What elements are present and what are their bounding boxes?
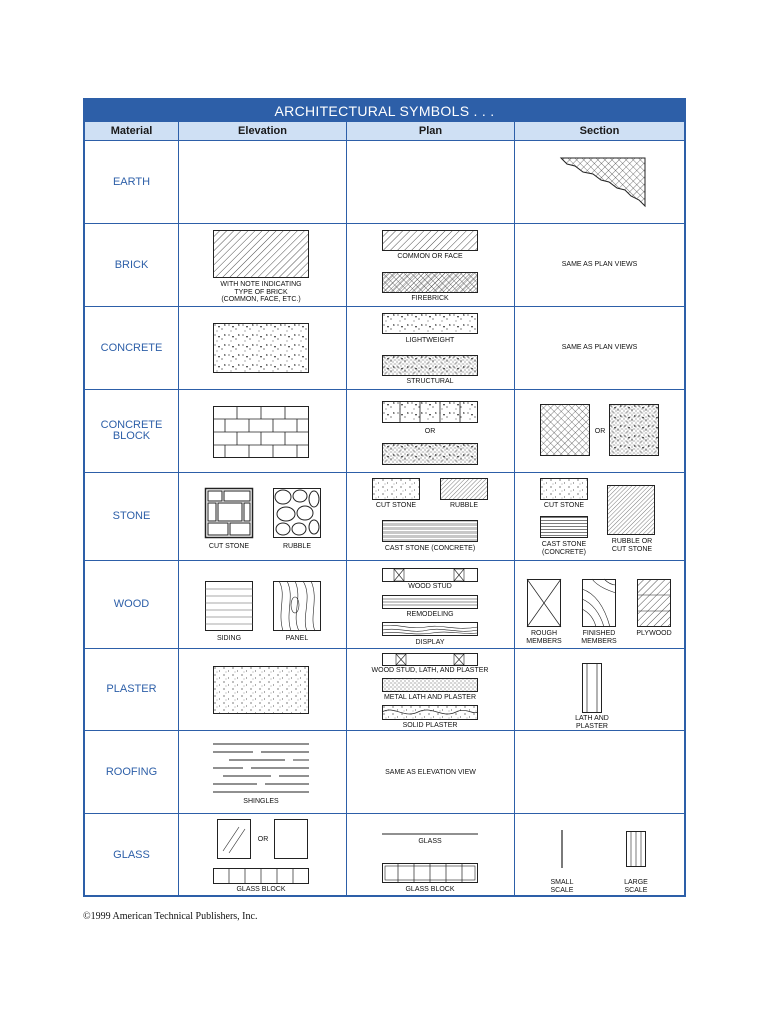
- column-divider: [514, 122, 515, 895]
- stone-elevation-rubble-symbol: [273, 488, 321, 538]
- wood-plan-remodeling-symbol: [382, 595, 478, 609]
- header-material: Material: [85, 122, 178, 140]
- header-plan: Plan: [347, 122, 514, 140]
- architectural-symbols-table: [83, 98, 686, 897]
- brick-elevation-label: WITH NOTE INDICATING TYPE OF BRICK (COMMON, FACE, ETC.): [220, 281, 302, 303]
- wood-elevation-panel-label: PANEL: [285, 635, 309, 642]
- glass-plan-symbol: [382, 832, 478, 836]
- column-divider: [346, 122, 347, 895]
- stone-section-rubble-label: RUBBLE OR CUT STONE: [611, 538, 653, 553]
- material-wood: WOOD: [113, 598, 150, 610]
- concrete-block-section-symbol-1: [540, 404, 590, 456]
- concrete-block-elevation-symbol: [213, 406, 309, 458]
- brick-plan-firebrick-symbol: [382, 272, 478, 293]
- concrete-plan-lightweight-symbol: [382, 313, 478, 334]
- plaster-plan-metal-lath-label: METAL LATH AND PLASTER: [383, 694, 477, 701]
- material-earth: EARTH: [112, 175, 151, 188]
- stone-section-cast-stone-label: CAST STONE (CONCRETE): [541, 541, 587, 556]
- concrete-plan-structural-symbol: [382, 355, 478, 376]
- copyright-notice: ©1999 American Technical Publishers, Inc.: [83, 911, 258, 922]
- material-glass: GLASS: [113, 849, 150, 861]
- concrete-block-plan-symbol-2: [382, 443, 478, 465]
- glass-elevation-block-label: GLASS BLOCK: [236, 886, 286, 893]
- stone-plan-cast-stone-label: CAST STONE (CONCRETE): [384, 545, 476, 552]
- wood-section-rough-label: ROUGH MEMBERS: [526, 630, 562, 645]
- material-concrete-block: CONCRETE BLOCK: [100, 419, 163, 442]
- plaster-section-symbol: [582, 663, 602, 713]
- glass-elevation-or: OR: [257, 836, 269, 843]
- table-title: ARCHITECTURAL SYMBOLS . . .: [85, 100, 684, 122]
- brick-section-note: SAME AS PLAN VIEWS: [561, 261, 638, 268]
- concrete-block-section-or: OR: [594, 428, 606, 435]
- roofing-elevation-label: SHINGLES: [243, 798, 279, 805]
- stone-plan-rubble-symbol: [440, 478, 488, 500]
- brick-elevation-symbol: [213, 230, 309, 278]
- material-brick: BRICK: [114, 258, 149, 271]
- wood-elevation-siding-label: SIDING: [216, 635, 242, 642]
- wood-section-finished-label: FINISHED MEMBERS: [581, 630, 617, 645]
- concrete-block-plan-symbol-1: [382, 401, 478, 423]
- stone-section-cut-stone-symbol: [540, 478, 588, 500]
- plaster-plan-stud-symbol: [382, 653, 478, 666]
- material-roofing: ROOFING: [105, 765, 158, 778]
- plaster-elevation-symbol: [213, 666, 309, 714]
- stone-elevation-rubble-label: RUBBLE: [282, 543, 311, 550]
- header-section: Section: [515, 122, 684, 140]
- plaster-plan-solid-symbol: [382, 705, 478, 720]
- plaster-plan-stud-label: WOOD STUD, LATH, AND PLASTER: [371, 667, 489, 674]
- glass-plan-block-symbol: [382, 863, 478, 883]
- glass-section-large-symbol: [626, 831, 646, 867]
- concrete-block-section-symbol-2: [609, 404, 659, 456]
- concrete-section-note: SAME AS PLAN VIEWS: [561, 344, 638, 351]
- glass-section-small-symbol: [559, 830, 565, 868]
- roofing-elevation-symbol: [213, 743, 309, 793]
- concrete-block-plan-or: OR: [424, 428, 436, 435]
- header-elevation: Elevation: [179, 122, 346, 140]
- concrete-plan-lightweight-label: LIGHTWEIGHT: [405, 337, 455, 344]
- plaster-plan-metal-lath-symbol: [382, 678, 478, 692]
- wood-elevation-siding-symbol: [205, 581, 253, 631]
- stone-section-rubble-symbol: [607, 485, 655, 535]
- stone-elevation-cut-stone-symbol: [205, 488, 253, 538]
- wood-plan-stud-label: WOOD STUD: [408, 583, 452, 590]
- earth-section-symbol: [559, 156, 649, 210]
- concrete-plan-structural-label: STRUCTURAL: [406, 378, 454, 385]
- glass-section-large-label: LARGE SCALE: [624, 879, 648, 894]
- stone-section-cast-stone-symbol: [540, 516, 588, 538]
- glass-plan-label: GLASS: [418, 838, 442, 845]
- concrete-elevation-symbol: [213, 323, 309, 373]
- wood-section-finished-symbol: [582, 579, 616, 627]
- wood-plan-stud-symbol: [382, 568, 478, 582]
- stone-plan-cut-stone-label: CUT STONE: [375, 502, 417, 509]
- stone-elevation-cut-stone-label: CUT STONE: [208, 543, 250, 550]
- wood-section-rough-symbol: [527, 579, 561, 627]
- column-divider: [178, 122, 179, 895]
- stone-section-cut-stone-label: CUT STONE: [543, 502, 585, 509]
- glass-elevation-symbol-1: [217, 819, 251, 859]
- glass-section-small-label: SMALL SCALE: [550, 879, 574, 894]
- brick-plan-common-symbol: [382, 230, 478, 251]
- material-plaster: PLASTER: [106, 683, 157, 695]
- wood-plan-display-label: DISPLAY: [415, 639, 445, 646]
- plaster-plan-solid-label: SOLID PLASTER: [402, 722, 458, 729]
- wood-elevation-panel-symbol: [273, 581, 321, 631]
- glass-plan-block-label: GLASS BLOCK: [405, 886, 455, 893]
- material-concrete: CONCRETE: [100, 341, 163, 354]
- glass-elevation-symbol-2: [274, 819, 308, 859]
- brick-plan-firebrick-label: FIREBRICK: [411, 295, 449, 302]
- plaster-section-label: LATH AND PLASTER: [575, 715, 609, 730]
- wood-plan-display-symbol: [382, 622, 478, 636]
- stone-plan-cast-stone-symbol: [382, 520, 478, 542]
- wood-section-plywood-symbol: [637, 579, 671, 627]
- wood-section-plywood-label: PLYWOOD: [636, 630, 672, 637]
- brick-plan-common-label: COMMON OR FACE: [397, 253, 463, 260]
- stone-plan-cut-stone-symbol: [372, 478, 420, 500]
- roofing-plan-note: SAME AS ELEVATION VIEW: [385, 769, 476, 776]
- wood-plan-remodeling-label: REMODELING: [406, 611, 454, 618]
- glass-elevation-block-symbol: [213, 868, 309, 884]
- material-stone: STONE: [112, 510, 151, 522]
- stone-plan-rubble-label: RUBBLE: [449, 502, 478, 509]
